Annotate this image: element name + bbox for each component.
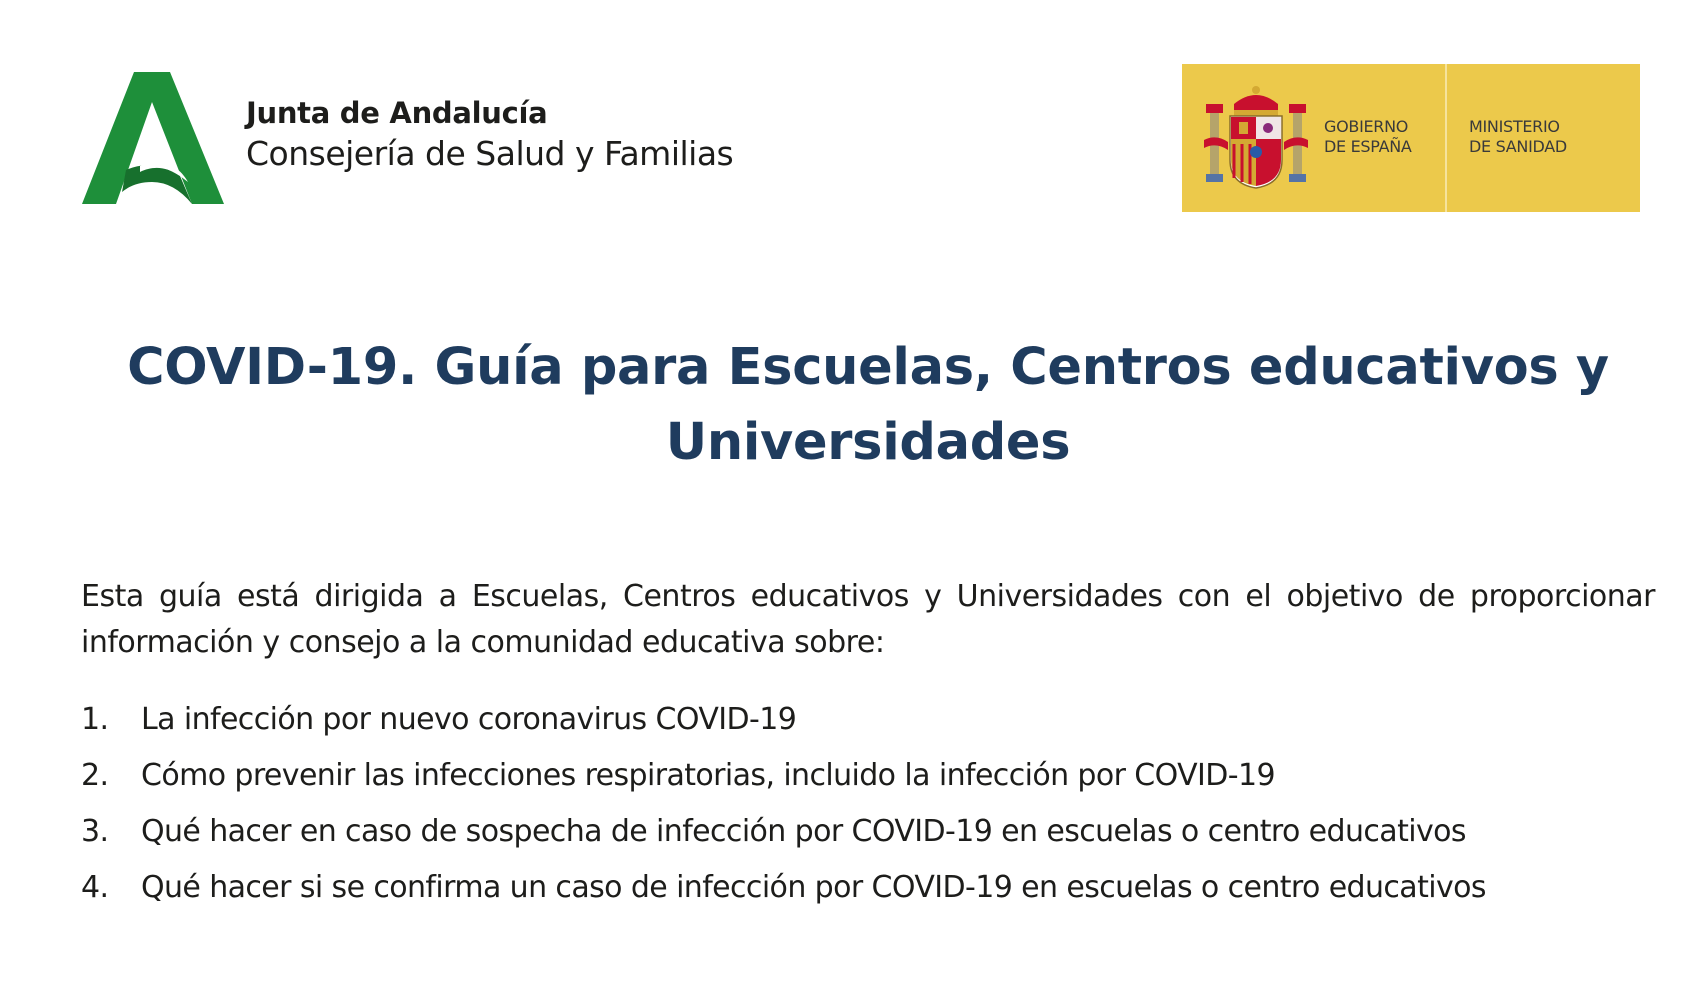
junta-andalucia-logo-icon <box>82 72 224 204</box>
document-title-line-1: COVID-19. Guía para Escuelas, Centros educativos y <box>127 338 1609 397</box>
gobierno-label-line: DE ESPAÑA <box>1324 137 1412 156</box>
ministerio-sanidad-label <box>1469 117 1567 157</box>
list-item <box>81 860 1671 916</box>
list-item <box>81 692 1671 748</box>
junta-department: Consejería de Salud y Familias <box>246 133 734 173</box>
list-item-number: 2. <box>81 758 109 793</box>
junta-name: Junta de Andalucía <box>246 96 548 130</box>
document-title-line-2: Universidades <box>665 413 1071 472</box>
junta-text-block <box>246 96 733 173</box>
list-item-number: 4. <box>81 870 109 905</box>
list-item-number: 3. <box>81 814 109 849</box>
list-item-text: Qué hacer en caso de sospecha de infección por COVID-19 en escuelas o centro educativos <box>141 814 1466 849</box>
list-item <box>81 748 1671 804</box>
gobierno-label-line: GOBIERNO <box>1324 117 1409 136</box>
ministerio-label-line: MINISTERIO <box>1469 117 1560 136</box>
list-item-text: Qué hacer si se confirma un caso de infección por COVID-19 en escuelas o centro educativos <box>141 870 1486 905</box>
list-item-text: Cómo prevenir las infecciones respiratorias, incluido la infección por COVID-19 <box>141 758 1275 793</box>
intro-paragraph: Esta guía está dirigida a Escuelas, Centros educativos y Universidades con el objetivo de proporcionar información y consejo a la comunidad educativa sobre: <box>81 579 1655 660</box>
list-item <box>81 804 1671 860</box>
list-item-number: 1. <box>81 702 109 737</box>
gobierno-espana-label <box>1324 117 1412 157</box>
topics-list <box>81 692 1671 916</box>
spain-coat-of-arms-icon <box>1204 82 1308 194</box>
ministerio-label-line: DE SANIDAD <box>1469 137 1567 156</box>
panel-divider <box>1445 64 1447 212</box>
gobierno-espana-panel <box>1182 64 1640 212</box>
document-title <box>80 330 1656 480</box>
list-item-text: La infección por nuevo coronavirus COVID-19 <box>141 702 797 737</box>
